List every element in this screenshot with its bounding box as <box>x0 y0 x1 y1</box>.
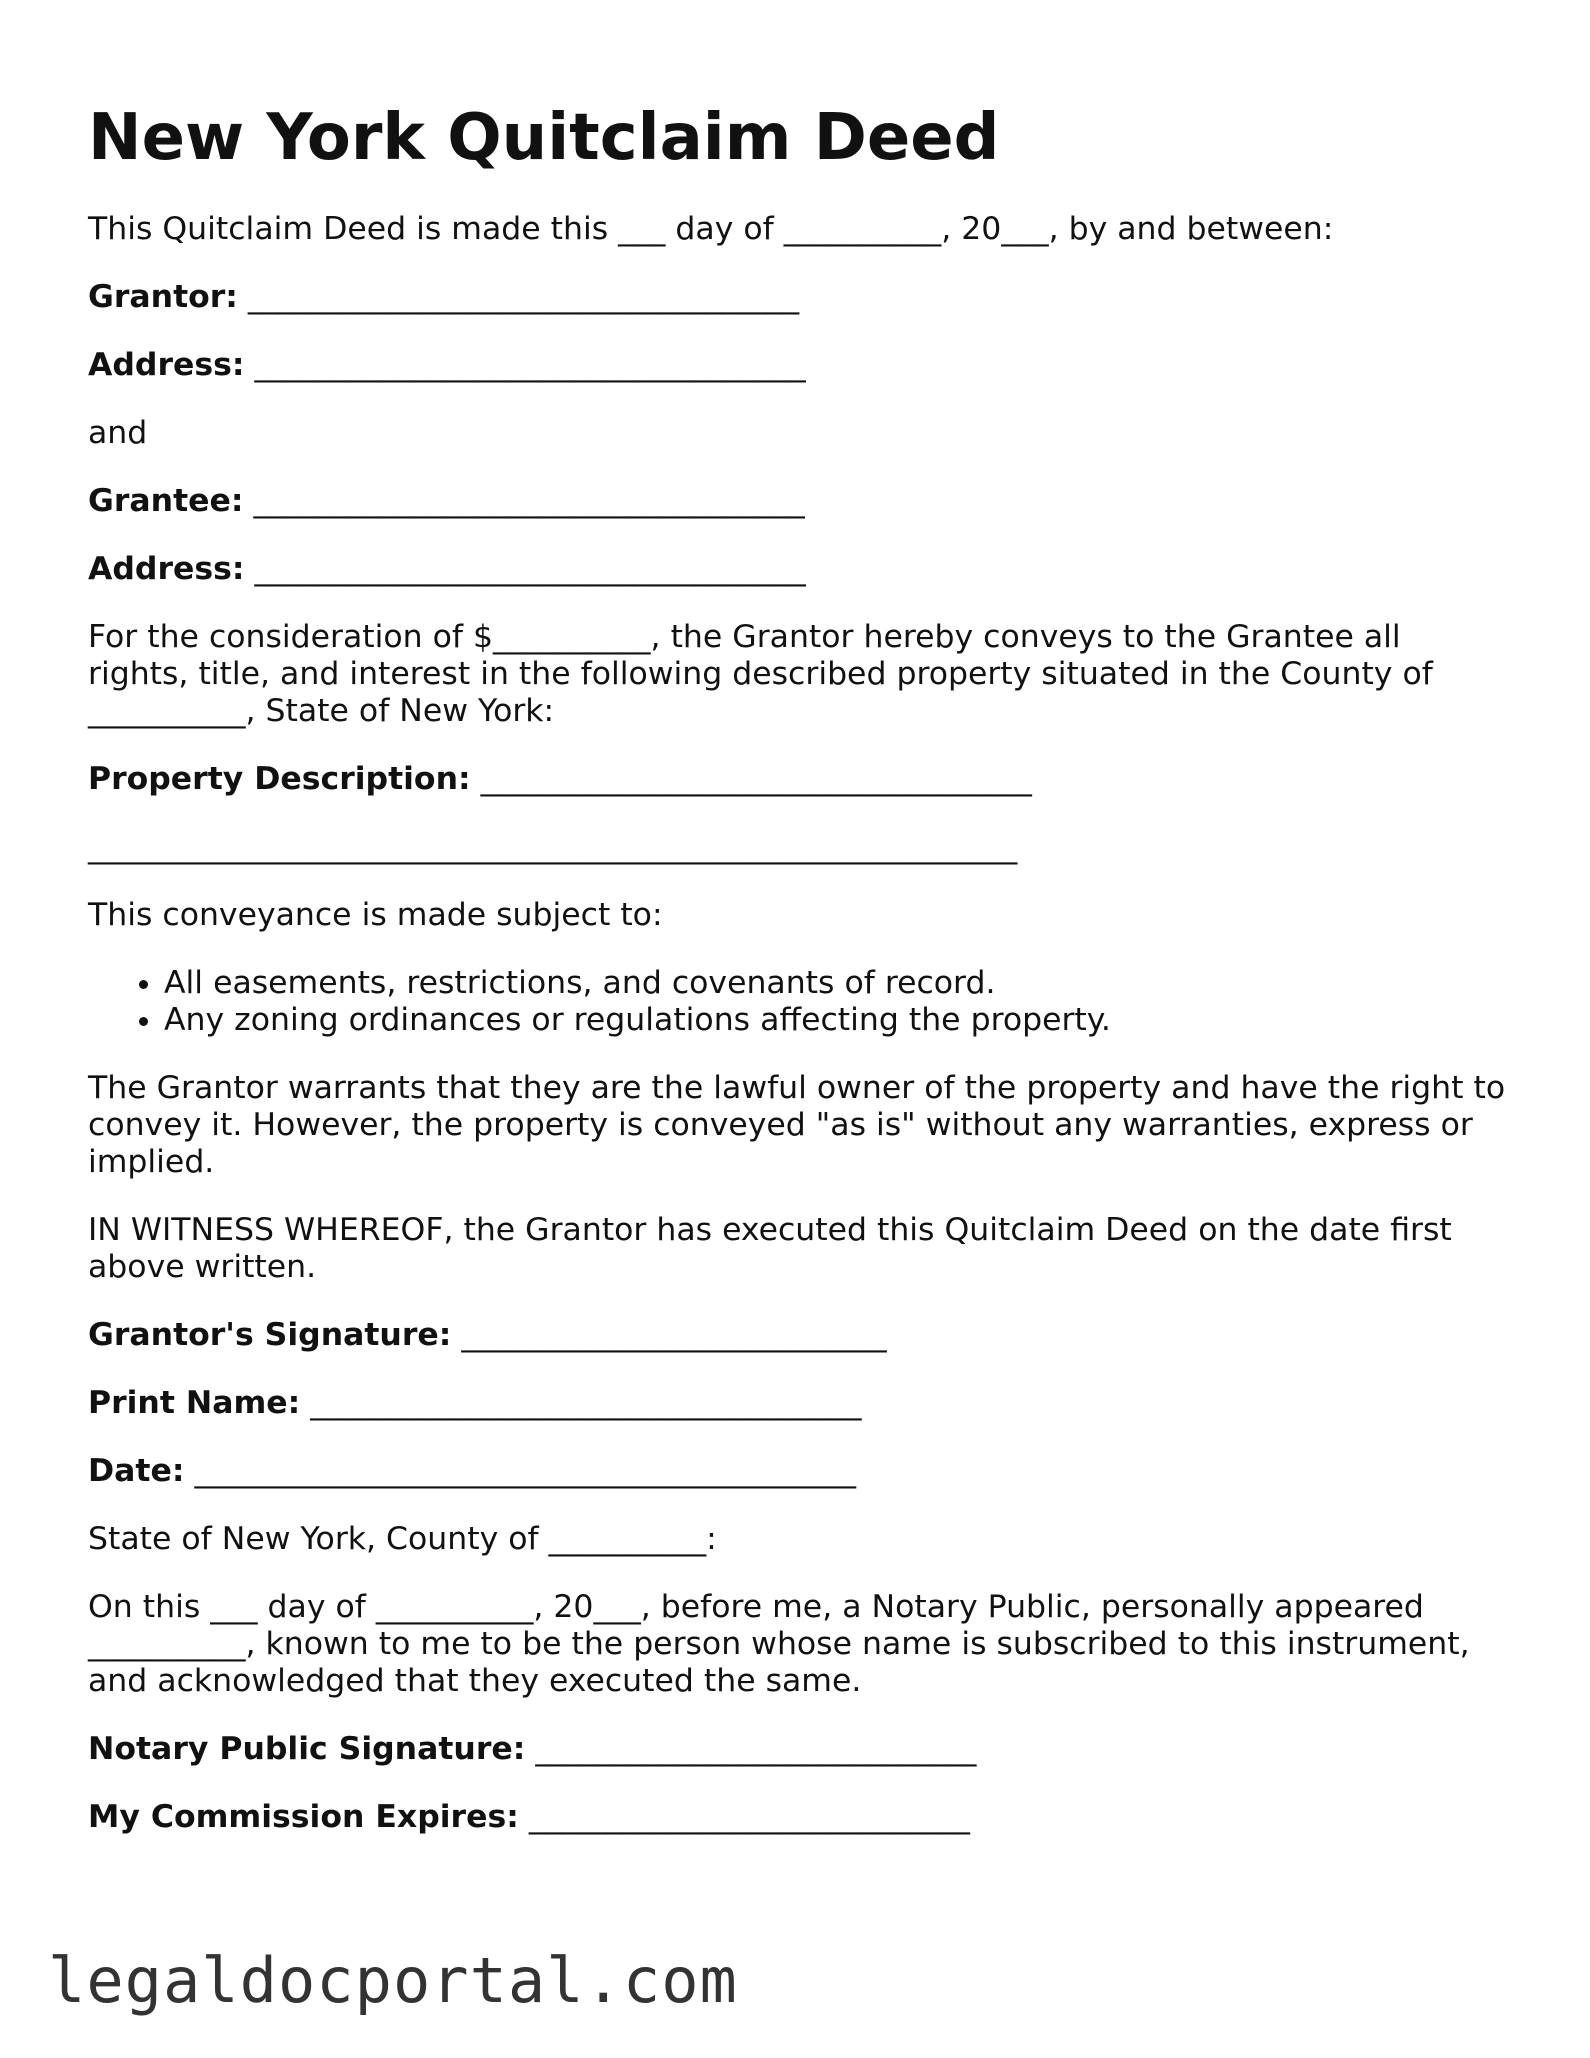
grantor-signature-label: Grantor's Signature: <box>88 1316 452 1353</box>
grantor-signature-field <box>88 1317 1508 1354</box>
warranty-paragraph: The Grantor warrants that they are the lawful owner of the property and have the right to convey it. However, the property is conveyed "as is" without any warranties, express or implied. <box>88 1069 1516 1180</box>
print-name-blank[interactable]: ___________________________________ <box>310 1384 862 1421</box>
property-description-blank[interactable]: ___________________________________ <box>480 760 1032 797</box>
grantor-signature-blank[interactable]: ___________________________ <box>461 1316 887 1353</box>
grantor-address-label: Address: <box>88 346 245 383</box>
commission-expires-field <box>88 1799 1508 1836</box>
date-field <box>88 1453 1508 1490</box>
intro-paragraph: This Quitclaim Deed is made this ___ day of __________, 20___, by and between: <box>88 210 1334 247</box>
and-text: and <box>88 414 148 451</box>
grantee-blank[interactable]: ___________________________________ <box>253 482 805 519</box>
date-label: Date: <box>88 1452 185 1489</box>
document-page <box>88 100 1516 1867</box>
grantor-field <box>88 279 1508 316</box>
property-description-continuation[interactable]: ___________________________________________________________ <box>88 828 1018 865</box>
grantor-address-blank[interactable]: ___________________________________ <box>254 346 806 383</box>
print-name-label: Print Name: <box>88 1384 301 1421</box>
commission-expires-label: My Commission Expires: <box>88 1798 519 1835</box>
notary-state-line: State of New York, County of __________: <box>88 1520 717 1557</box>
consideration-paragraph: For the consideration of $__________, the Grantor hereby conveys to the Grantee all rights, title, and interest in the following described property situated in the County of __________, State of New York: <box>88 618 1443 729</box>
watermark: legaldocportal.com <box>48 1944 738 2017</box>
grantee-field <box>88 483 1508 520</box>
list-item: • All easements, restrictions, and covenants of record. <box>164 965 1508 1002</box>
notary-statement: On this ___ day of __________, 20___, before me, a Notary Public, personally appeared __________, known to me to be the person whose name is subscribed to this instrument, and acknowledged that they executed the same. <box>88 1588 1480 1699</box>
notary-signature-blank[interactable]: ____________________________ <box>535 1730 977 1767</box>
date-blank[interactable]: __________________________________________ <box>194 1452 856 1489</box>
property-description-field <box>88 761 1508 798</box>
grantor-blank[interactable]: ___________________________________ <box>247 278 800 315</box>
grantor-label: Grantor: <box>88 278 238 315</box>
grantee-address-field <box>88 551 1508 588</box>
page-title: New York Quitclaim Deed <box>88 101 1000 175</box>
grantee-address-blank[interactable]: ___________________________________ <box>254 550 806 587</box>
witness-paragraph: IN WITNESS WHEREOF, the Grantor has executed this Quitclaim Deed on the date first above written. <box>88 1211 1462 1285</box>
notary-signature-label: Notary Public Signature: <box>88 1730 526 1767</box>
notary-signature-field <box>88 1731 1508 1768</box>
print-name-field <box>88 1385 1508 1422</box>
grantee-address-label: Address: <box>88 550 245 587</box>
subject-list <box>88 965 1508 1039</box>
commission-expires-blank[interactable]: ____________________________ <box>528 1798 970 1835</box>
subject-intro: This conveyance is made subject to: <box>88 896 663 933</box>
grantor-address-field <box>88 347 1508 384</box>
property-description-label: Property Description: <box>88 760 471 797</box>
grantee-label: Grantee: <box>88 482 244 519</box>
list-item: • Any zoning ordinances or regulations affecting the property. <box>164 1002 1508 1039</box>
